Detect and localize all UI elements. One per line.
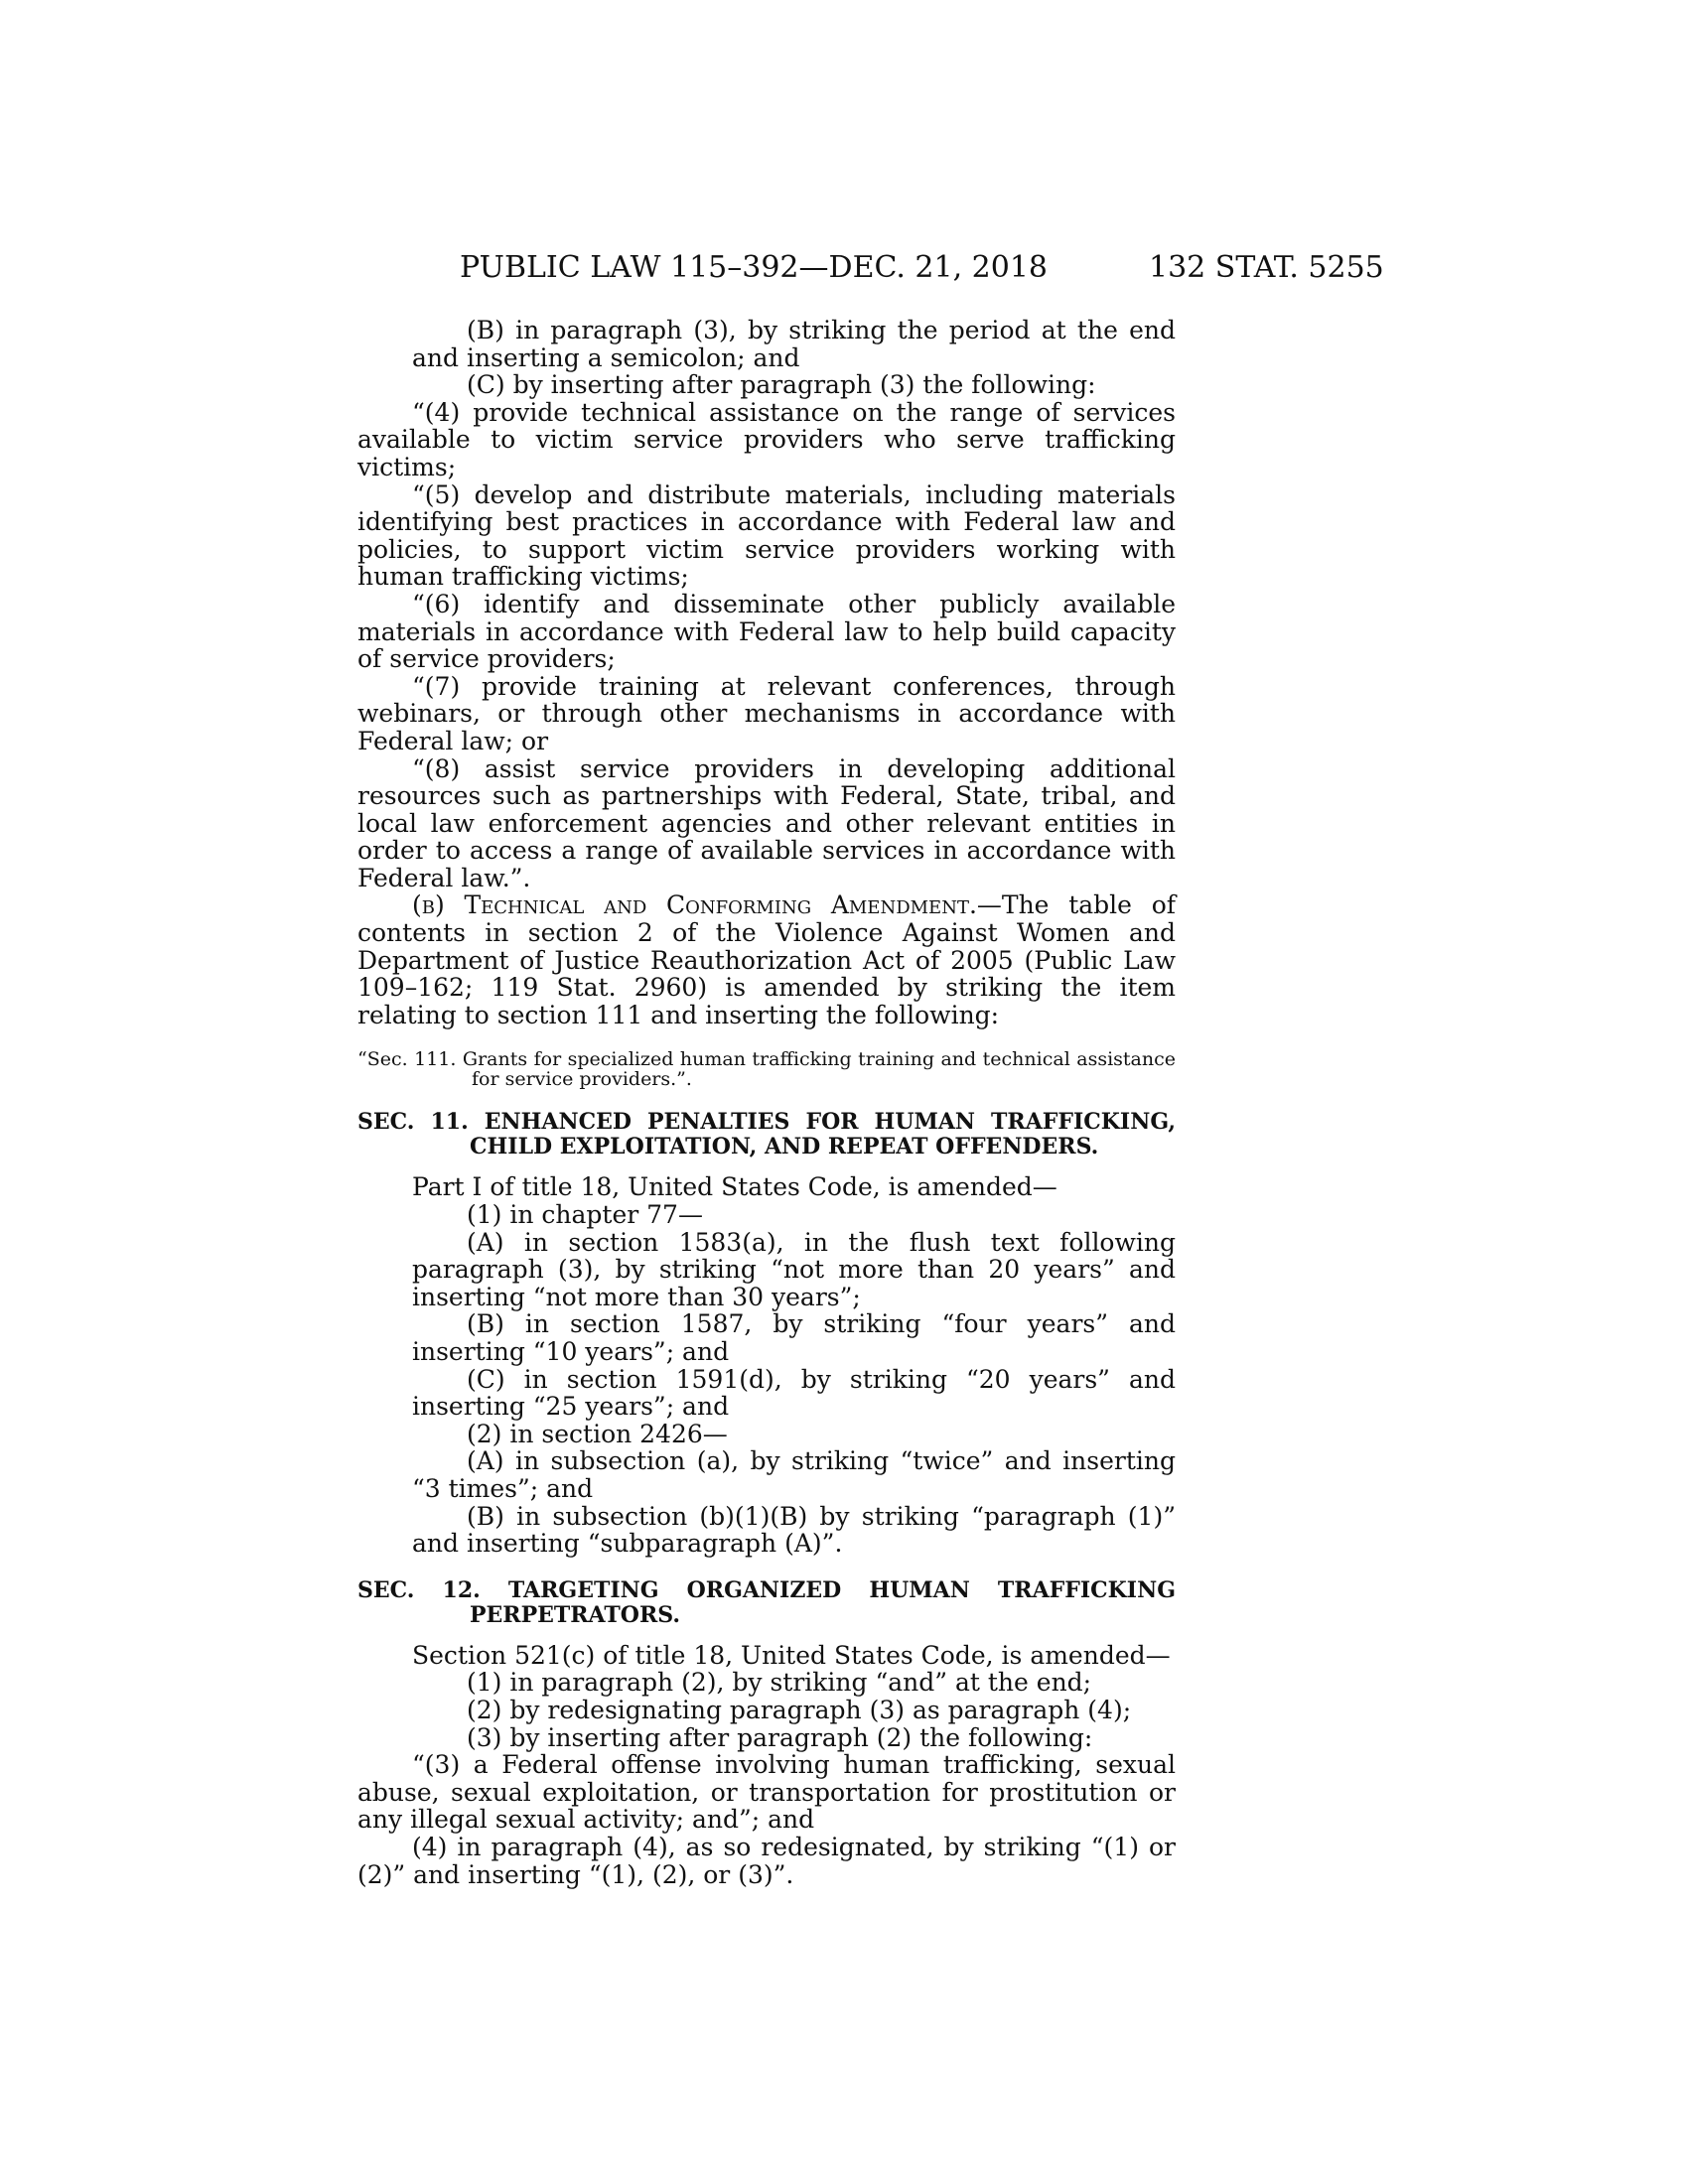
running-header-title: PUBLIC LAW 115–392—DEC. 21, 2018 bbox=[460, 250, 1049, 285]
sec-11-intro: Part I of title 18, United States Code, is amended— bbox=[412, 1172, 1057, 1202]
sec-12-heading: SEC. 12. TARGETING ORGANIZED HUMAN TRAFFICKING PERPETRATORS. bbox=[357, 1576, 1176, 1628]
quoted-item-7: “(7) provide training at relevant conferences, through webinars, or through other mechanisms in accordance with Federal law; or bbox=[357, 671, 1176, 755]
quoted-item-4: “(4) provide technical assistance on the range of services available to victim service providers who serve trafficking victims; bbox=[357, 397, 1176, 481]
sec-12-quoted-paragraph-3: “(3) a Federal offense involving human trafficking, sexual abuse, sexual exploitation, or transportation for prostitution or any illegal sexual activity; and”; and bbox=[357, 1750, 1176, 1835]
sec-12-intro: Section 521(c) of title 18, United States Code, is amended— bbox=[412, 1640, 1171, 1670]
quoted-item-8: “(8) assist service providers in developing additional resources such as partnerships with Federal, State, tribal, and local law enforcement agencies and other relevant entities in order to access a range of available services in accordance with Federal law.”. bbox=[357, 753, 1176, 892]
technical-amendment-paragraph bbox=[357, 891, 1176, 1028]
technical-amendment-text: —The table of contents in section 2 of the Violence Against Women and Department of Justice Reauthorization Act of 2005 (Public Law 109–162; 119 Stat. 2960) is amended by striking the item relating to section 111 and inserting the following: bbox=[357, 890, 1176, 1029]
quoted-item-6: “(6) identify and disseminate other publicly available materials in accordance with Federal law to help build capacity of service providers; bbox=[357, 589, 1176, 674]
sec-12-paragraph-1: (1) in paragraph (2), by striking “and” at the end; bbox=[467, 1668, 1092, 1698]
sec-11-paragraph-1b: (B) in section 1587, by striking “four years” and inserting “10 years”; and bbox=[412, 1309, 1176, 1366]
page-body bbox=[357, 317, 1176, 1888]
running-header-stat-page: 132 STAT. 5255 bbox=[1149, 250, 1384, 285]
sec-12-paragraph-4: (4) in paragraph (4), as so redesignated, by striking “(1) or (2)” and inserting “(1), (2), or (3)”. bbox=[357, 1832, 1176, 1889]
sec-11-paragraph-2: (2) in section 2426— bbox=[467, 1419, 728, 1448]
sec-11-heading: SEC. 11. ENHANCED PENALTIES FOR HUMAN TRAFFICKING, CHILD EXPLOITATION, AND REPEAT OFFENDERS. bbox=[357, 1109, 1176, 1160]
sec-11-paragraph-1c: (C) in section 1591(d), by striking “20 years” and inserting “25 years”; and bbox=[412, 1364, 1176, 1422]
paragraph-c: (C) by inserting after paragraph (3) the following: bbox=[467, 370, 1096, 400]
sec-12-paragraph-2: (2) by redesignating paragraph (3) as paragraph (4); bbox=[467, 1695, 1132, 1724]
sec-12-paragraph-3: (3) by inserting after paragraph (2) the following: bbox=[467, 1722, 1093, 1752]
sec-11-paragraph-1a: (A) in section 1583(a), in the flush text following paragraph (3), by striking “not more than 20 years” and inserting “not more than 30 years”; bbox=[412, 1227, 1176, 1311]
sec-11-paragraph-2b: (B) in subsection (b)(1)(B) by striking “paragraph (1)” and inserting “subparagraph (A)”. bbox=[412, 1501, 1176, 1559]
quoted-item-5: “(5) develop and distribute materials, including materials identifying best practices in accordance with Federal law and policies, to support victim service providers working with human trafficking victims; bbox=[357, 479, 1176, 592]
sec-11-paragraph-2a: (A) in subsection (a), by striking “twice” and inserting “3 times”; and bbox=[412, 1446, 1176, 1503]
paragraph-b: (B) in paragraph (3), by striking the period at the end and inserting a semicolon; and bbox=[412, 316, 1176, 372]
sec-11-paragraph-1: (1) in chapter 77— bbox=[467, 1200, 703, 1230]
toc-entry-sec-111: “Sec. 111. Grants for specialized human trafficking training and technical assistance for service providers.”. bbox=[357, 1048, 1176, 1091]
technical-amendment-heading: (b) Technical and Conforming Amendment. bbox=[412, 890, 977, 920]
